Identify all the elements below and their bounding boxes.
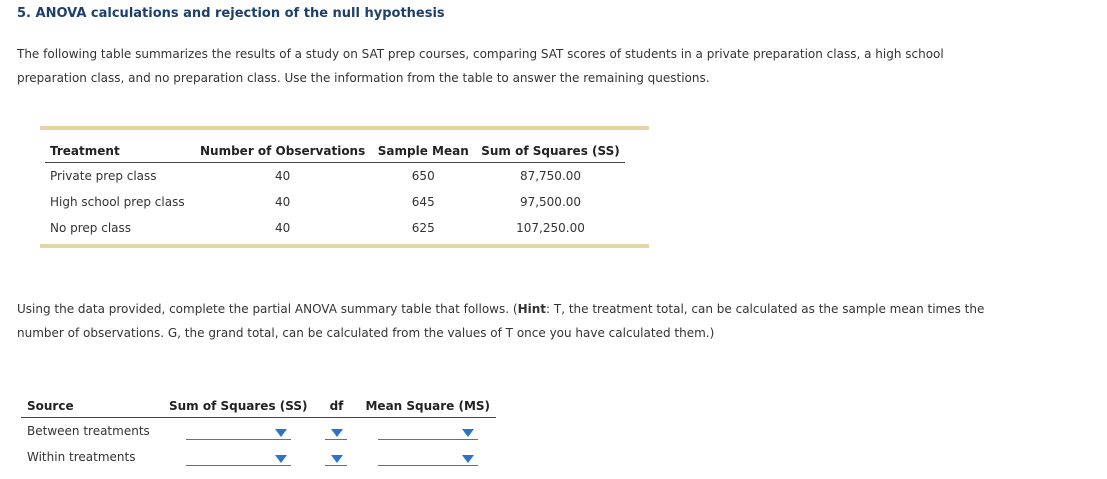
anova-table-container	[21, 395, 496, 470]
chevron-down-icon	[275, 455, 287, 463]
chevron-down-icon	[331, 429, 343, 437]
anova-row-within	[21, 444, 496, 470]
between-ss-dropdown[interactable]	[186, 423, 291, 440]
observations-cell: 40	[274, 169, 291, 183]
anova-row-between	[21, 418, 496, 445]
source-within-treatments: Within treatments	[27, 450, 136, 464]
sample-mean-cell: 625	[411, 221, 435, 235]
table-row	[45, 189, 625, 215]
header-sample-mean: Sample Mean	[370, 140, 476, 163]
treatment-cell: No prep class	[50, 221, 132, 235]
header-df: df	[313, 395, 359, 418]
sample-mean-cell: 645	[411, 195, 435, 209]
header-number-of-observations: Number of Observations	[195, 140, 370, 163]
between-ms-dropdown[interactable]	[378, 423, 478, 440]
header-sum-of-squares: Sum of Squares (SS)	[476, 140, 624, 163]
table-row	[45, 163, 625, 190]
sum-of-squares-cell: 87,750.00	[519, 169, 582, 183]
table-row	[45, 215, 625, 241]
source-between-treatments: Between treatments	[27, 424, 150, 438]
header-treatment: Treatment	[45, 140, 195, 163]
within-ms-dropdown[interactable]	[378, 449, 478, 466]
sum-of-squares-cell: 107,250.00	[516, 221, 585, 235]
within-df-dropdown[interactable]	[325, 449, 347, 466]
instructions-after: : T, the treatment total, can be calculated as the sample mean times the number of observations. G, the grand total, can be calculated from the values of T once you have calculated them.)	[17, 302, 985, 340]
treatment-cell: High school prep class	[50, 195, 185, 209]
study-table	[45, 140, 625, 241]
question-title: 5. ANOVA calculations and rejection of the null hypothesis	[17, 6, 445, 21]
chevron-down-icon	[462, 455, 474, 463]
between-df-dropdown[interactable]	[325, 423, 347, 440]
treatment-cell: Private prep class	[50, 169, 157, 183]
instructions-before: Using the data provided, complete the partial ANOVA summary table that follows. (	[17, 302, 518, 316]
intro-paragraph: The following table summarizes the results of a study on SAT prep courses, comparing SAT scores of students in a private preparation class, a high school preparation class, and no preparation class. Use the information from the table to answer the remaining questions.	[17, 47, 944, 85]
within-ss-dropdown[interactable]	[186, 449, 291, 466]
anova-table	[21, 395, 496, 470]
chevron-down-icon	[275, 429, 287, 437]
chevron-down-icon	[331, 455, 343, 463]
observations-cell: 40	[274, 195, 291, 209]
sample-mean-cell: 650	[411, 169, 435, 183]
study-table-container	[40, 126, 649, 248]
observations-cell: 40	[274, 221, 291, 235]
instructions-paragraph	[17, 297, 1017, 345]
header-source: Source	[21, 395, 163, 418]
header-anova-ss: Sum of Squares (SS)	[163, 395, 313, 418]
sum-of-squares-cell: 97,500.00	[519, 195, 582, 209]
hint-label: Hint	[517, 302, 546, 316]
header-ms: Mean Square (MS)	[359, 395, 496, 418]
chevron-down-icon	[462, 429, 474, 437]
